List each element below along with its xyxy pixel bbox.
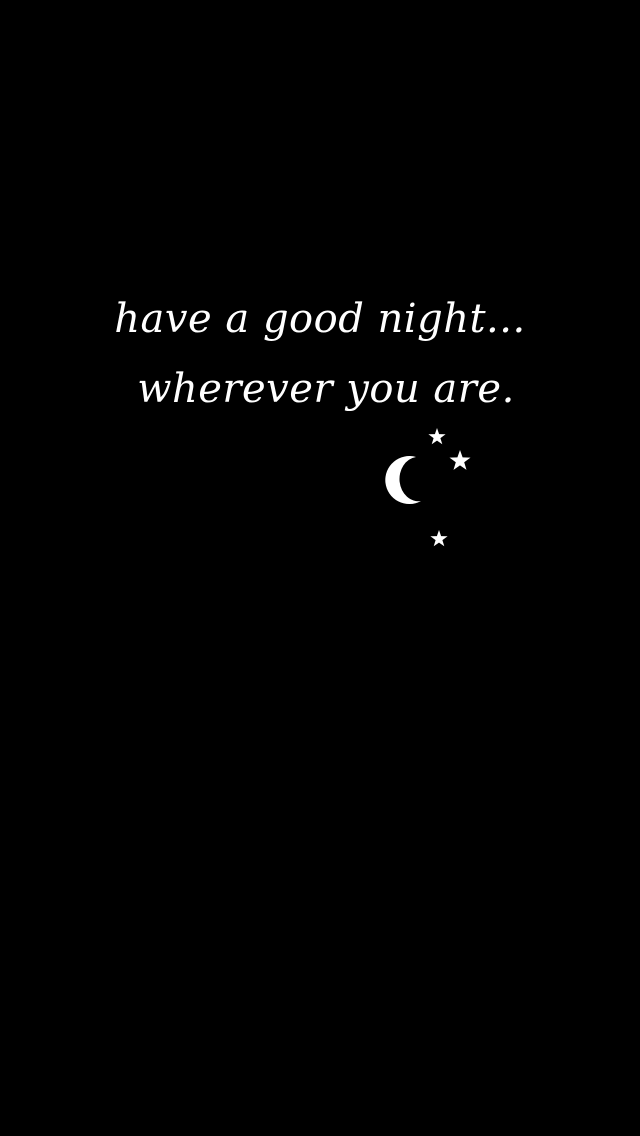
star-icon <box>428 428 445 444</box>
star-icon <box>430 530 447 546</box>
star-icon <box>450 450 471 470</box>
crescent-moon-icon <box>385 456 421 504</box>
quote-line-2: wherever you are. <box>137 366 515 412</box>
quote-line-1: have a good night... <box>114 296 526 342</box>
